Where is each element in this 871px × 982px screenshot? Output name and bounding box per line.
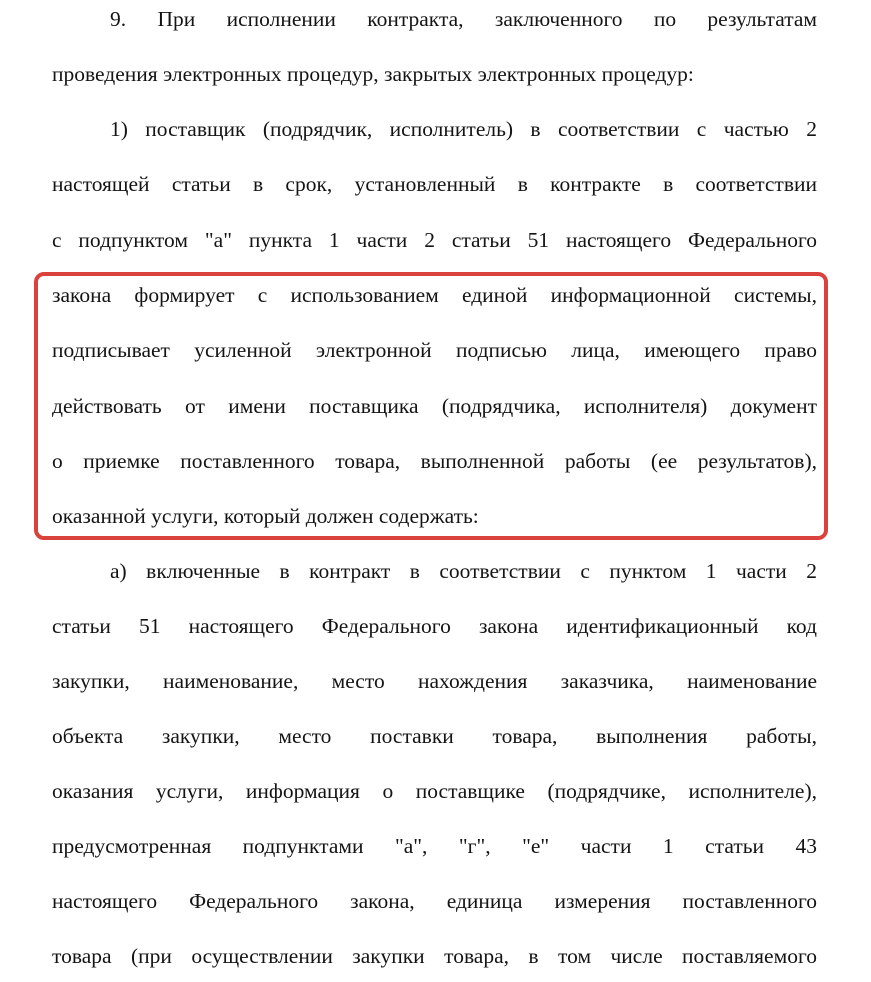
subparagraph-1-line-7: о приемке поставленного товара, выполненной работы (ее результатов), (52, 449, 817, 473)
paragraph-9-line-1: 9. При исполнении контракта, заключенного по результатам (110, 7, 817, 31)
subparagraph-a-line-1: а) включенные в контракт в соответствии с пунктом 1 части 2 (110, 559, 817, 583)
subparagraph-a-line-8: товара (при осуществлении закупки товара, в том числе поставляемого (52, 944, 817, 968)
subparagraph-1-line-4: закона формирует с использованием единой информационной системы, (52, 283, 817, 307)
subparagraph-a-line-5: оказания услуги, информация о поставщике (подрядчике, исполнителе), (52, 779, 817, 803)
subparagraph-1-line-2: настоящей статьи в срок, установленный в контракте в соответствии (52, 172, 817, 196)
subparagraph-1-line-3: с подпунктом "а" пункта 1 части 2 статьи 51 настоящего Федерального (52, 228, 817, 252)
subparagraph-1-line-1: 1) поставщик (подрядчик, исполнитель) в соответствии с частью 2 (110, 117, 817, 141)
subparagraph-a-line-6: предусмотренная подпунктами "а", "г", "е" части 1 статьи 43 (52, 834, 817, 858)
subparagraph-a-line-4: объекта закупки, место поставки товара, выполнения работы, (52, 724, 817, 748)
subparagraph-1-line-8: оказанной услуги, который должен содержать: (52, 504, 479, 528)
highlight-box (34, 272, 828, 540)
subparagraph-a-line-7: настоящего Федерального закона, единица измерения поставленного (52, 889, 817, 913)
paragraph-9-line-2: проведения электронных процедур, закрытых электронных процедур: (52, 62, 694, 86)
subparagraph-a-line-3: закупки, наименование, место нахождения заказчика, наименование (52, 669, 817, 693)
subparagraph-1-line-6: действовать от имени поставщика (подрядчика, исполнителя) документ (52, 394, 817, 418)
subparagraph-1-line-5: подписывает усиленной электронной подписью лица, имеющего право (52, 338, 817, 362)
subparagraph-a-line-2: статьи 51 настоящего Федерального закона идентификационный код (52, 614, 817, 638)
